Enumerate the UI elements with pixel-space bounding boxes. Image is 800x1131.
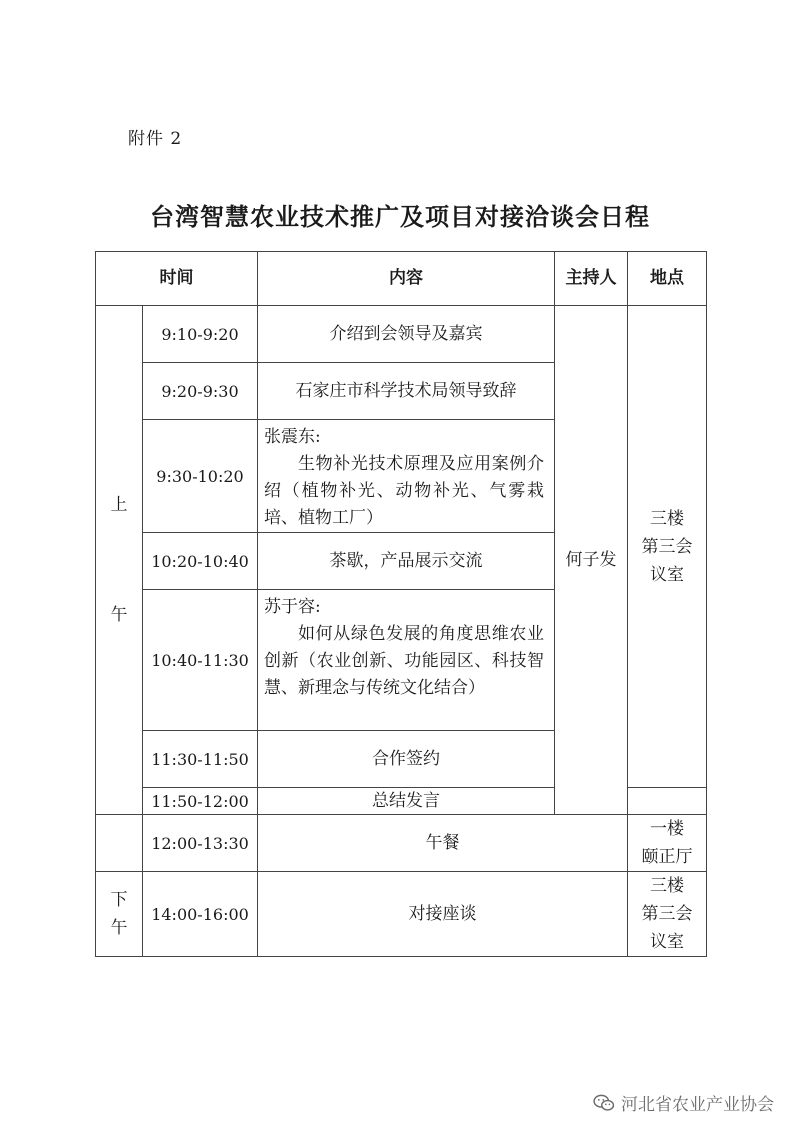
row-8-location [628, 815, 707, 872]
row-8-location-line-1: 一楼 [650, 819, 684, 839]
row-8-location-line-2: 颐正厅 [641, 847, 693, 867]
row-6-content: 合作签约 [258, 731, 555, 788]
row-7-content: 总结发言 [258, 788, 555, 815]
host-name: 何子发 [555, 306, 628, 815]
row-5-speaker: 苏于容: [264, 597, 321, 617]
period-morning-char-2: 午 [110, 605, 128, 625]
row-5-topic: 如何从绿色发展的角度思维农业创新（农业创新、功能园区、科技智慧、新理念与传统文化结合） [264, 624, 544, 698]
row-3-time: 9:30-10:20 [143, 420, 258, 533]
row-9-location-line-1: 三楼 [650, 876, 684, 896]
row-2-content: 石家庄市科学技术局领导致辞 [258, 363, 555, 420]
row-9-location [628, 872, 707, 957]
row-9-location-line-2: 第三会 [641, 904, 693, 924]
attachment-label: 附件 2 [128, 129, 183, 149]
header-time: 时间 [96, 252, 258, 306]
wechat-icon [593, 1094, 615, 1112]
watermark-text: 河北省农业产业协会 [621, 1095, 774, 1115]
row-3-speaker: 张震东: [264, 427, 321, 447]
row-9-content: 对接座谈 [258, 872, 628, 957]
row-8-content: 午餐 [258, 815, 628, 872]
row-1-content: 介绍到会领导及嘉宾 [258, 306, 555, 363]
period-noon-empty [96, 815, 143, 872]
row-2-time: 9:20-9:30 [143, 363, 258, 420]
location-main-line-2: 第三会 [641, 536, 693, 557]
period-morning [96, 306, 143, 815]
row-4-content: 茶歇，产品展示交流 [258, 533, 555, 590]
watermark [593, 1090, 774, 1115]
row-3-topic: 生物补光技术原理及应用案例介绍（植物补光、动物补光、气雾栽培、植物工厂） [264, 454, 544, 528]
row-5-time: 10:40-11:30 [143, 590, 258, 731]
row-9-location-line-3: 议室 [650, 932, 684, 952]
header-location: 地点 [628, 252, 707, 306]
location-main-line-1: 三楼 [650, 508, 684, 529]
row-9-time: 14:00-16:00 [143, 872, 258, 957]
row-7-time: 11:50-12:00 [143, 788, 258, 815]
row-8-time: 12:00-13:30 [143, 815, 258, 872]
location-main-line-3: 议室 [650, 564, 684, 585]
period-morning-char-1: 上 [110, 495, 128, 515]
period-afternoon-char-2: 午 [110, 918, 128, 938]
schedule-table [95, 251, 707, 957]
period-afternoon-char-1: 下 [110, 890, 128, 910]
row-5-content [258, 590, 555, 731]
location-empty [628, 788, 707, 815]
row-4-time: 10:20-10:40 [143, 533, 258, 590]
location-main [628, 306, 707, 788]
period-afternoon [96, 872, 143, 957]
header-content: 内容 [258, 252, 555, 306]
row-6-time: 11:30-11:50 [143, 731, 258, 788]
row-1-time: 9:10-9:20 [143, 306, 258, 363]
row-3-content [258, 420, 555, 533]
header-host: 主持人 [555, 252, 628, 306]
page-title: 台湾智慧农业技术推广及项目对接洽谈会日程 [150, 203, 650, 231]
